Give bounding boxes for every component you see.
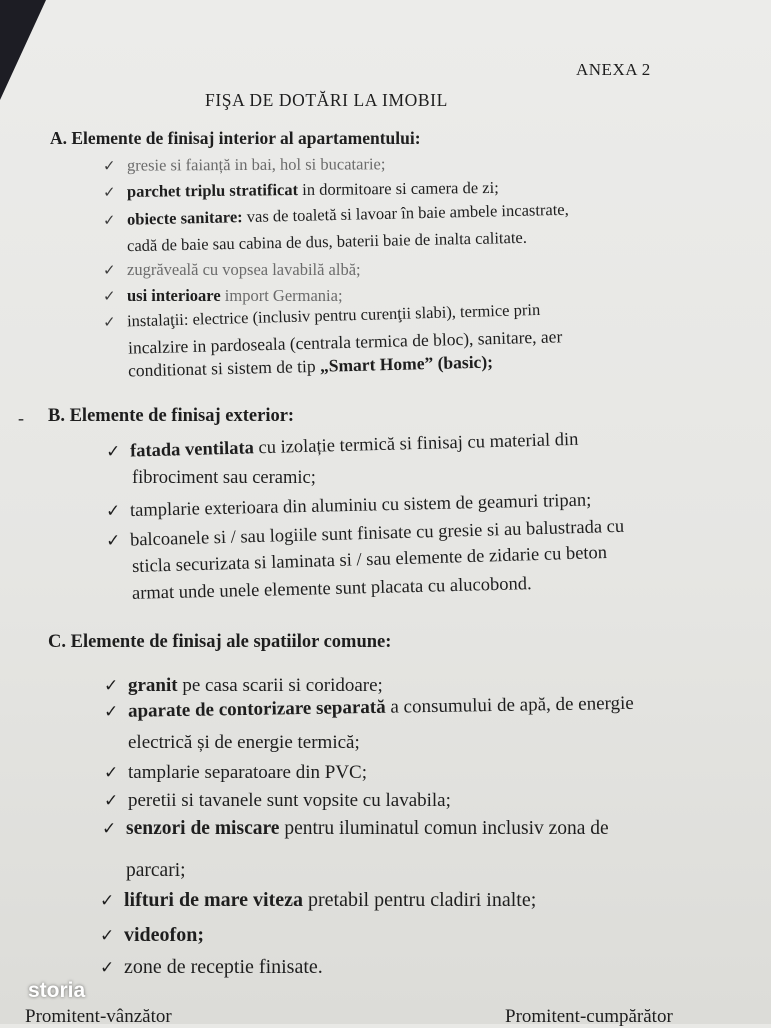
dark-corner-background [0,0,46,100]
check-icon: ✓ [102,819,117,839]
check-icon: ✓ [105,441,121,463]
section-a-item-paint: ✓ zugrăveală cu vopsea lavabilă albă; [103,260,361,279]
section-c-item-sensors-cont: parcari; [126,860,186,881]
check-icon: ✓ [102,312,116,332]
check-icon: ✓ [104,676,119,696]
section-a-item-sanitary-cont: cadă de baie sau cabina de dus, baterii baie de inalta calitate. [126,227,528,256]
section-c-item-intercom: ✓ videofon; [100,924,204,946]
section-c-item-granite: ✓ granit pe casa scarii si coridoare; [104,675,383,696]
check-icon: ✓ [103,701,119,723]
section-c-item-walls: ✓ peretii si tavanele sunt vopsite cu lavabila; [104,790,451,811]
check-icon: ✓ [105,501,121,522]
check-icon: ✓ [103,261,116,279]
section-a-item-parquet: ✓ parchet triplu stratificat in dormitoare si camera de zi; [102,177,499,202]
section-c-heading: C. Elemente de finisaj ale spatiilor comune: [48,632,392,652]
section-b-item-facade: ✓ fatada ventilata cu izolație termică si finisaj cu material din [105,429,579,463]
section-b-heading: B. Elemente de finisaj exterior: [48,406,295,426]
section-a-heading: A. Elemente de finisaj interior al apartamentului: [50,128,421,148]
check-icon: ✓ [100,926,115,946]
check-icon: ✓ [104,763,119,783]
check-icon: ✓ [103,287,116,305]
check-icon: ✓ [104,791,119,811]
section-a-item-doors: ✓ usi interioare import Germania; [103,286,343,305]
section-b-item-windows: ✓ tamplarie exterioara din aluminiu cu sistem de geamuri tripan; [105,490,592,522]
buyer-signature-label: Promitent-cumpărător [505,1006,673,1027]
section-a-item-tiles: ✓ gresie si faianță in bai, hol si bucatarie; [102,154,386,175]
check-icon: ✓ [102,182,116,202]
check-icon: ✓ [100,891,115,911]
section-c-item-reception: ✓ zone de receptie finisate. [100,956,323,978]
section-c-item-meters: ✓ aparate de contorizare separată a consumului de apă, de energie [103,692,634,723]
section-a-item-installations-cont2: conditionat si sistem de tip „Smart Home” (basic); [127,351,494,381]
section-b-item-balconies-cont2: armat unde unele elemente sunt placata cu alucobond. [131,574,532,604]
section-b-item-balconies-cont: sticla securizata si laminata si / sau elemente de zidarie cu beton [131,542,608,578]
annex-label: ANEXA 2 [576,60,651,79]
section-c-item-pvc: ✓ tamplarie separatoare din PVC; [104,762,368,783]
section-b-item-balconies: ✓ balcoanele si / sau logiile sunt finisate cu gresie si au balustrada cu [105,516,625,552]
section-a-item-sanitary: ✓ obiecte sanitare: vas de toaletă si lavoar în baie ambele incastrate, [102,199,569,230]
section-a-item-installations-cont: incalzire in pardoseala (centrala termica de bloc), sanitare, aer [127,326,563,358]
check-icon: ✓ [102,156,116,175]
section-a-item-installations: ✓ instalaţii: electrice (inclusiv pentru curenţii slabi), termice prin [102,299,541,332]
storia-watermark: storia [28,979,86,1002]
check-icon: ✓ [105,530,121,552]
check-icon: ✓ [102,211,116,230]
section-b-item-facade-cont: fibrociment sau ceramic; [132,468,316,488]
section-b-dash: - [18,408,24,428]
section-c-item-sensors: ✓ senzori de miscare pentru iluminatul comun inclusiv zona de [102,818,609,839]
check-icon: ✓ [100,958,115,978]
section-c-item-elevators: ✓ lifturi de mare viteza pretabil pentru cladiri inalte; [100,889,537,911]
document-title: FIŞA DE DOTĂRI LA IMOBIL [205,90,448,110]
section-c-item-meters-cont: electrică și de energie termică; [128,732,360,753]
seller-signature-label: Promitent-vânzător [25,1006,172,1027]
